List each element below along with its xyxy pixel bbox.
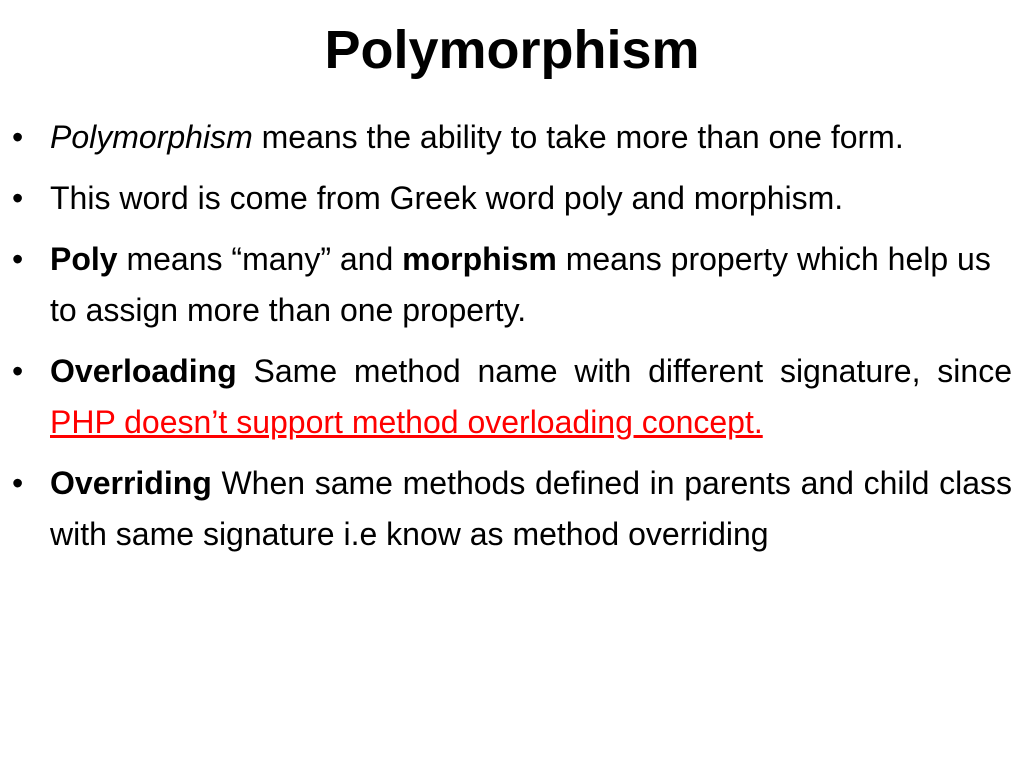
bullet-text: means the ability to take more than one form. [252, 119, 904, 155]
bullet-text: means “many” and [117, 241, 403, 277]
term-poly: Poly [50, 241, 118, 277]
bullet-dot-icon: • [12, 119, 24, 155]
bullet-dot-icon: • [12, 241, 24, 277]
bullet-text: Same method name with different signature, since [236, 353, 1012, 389]
bullet-text: This word is come from Greek word poly and morphism. [50, 180, 844, 216]
bullet-dot-icon: • [12, 180, 24, 216]
bullet-item-origin [0, 173, 1024, 224]
bullet-dot-icon: • [12, 465, 24, 501]
bullet-item-meaning [0, 234, 1024, 336]
term-overriding: Overriding [50, 465, 212, 501]
bullet-dot-icon: • [12, 353, 24, 389]
bullet-item-definition [0, 112, 1024, 163]
bullet-item-overriding [0, 458, 1024, 560]
bullet-item-overloading [0, 346, 1024, 448]
term-overloading: Overloading [50, 353, 237, 389]
php-overloading-note: PHP doesn’t support method overloading concept. [50, 404, 763, 440]
bullet-list [0, 112, 1024, 570]
bullet-text: means property which help us to assign more than one property. [50, 241, 991, 328]
term-morphism: morphism [402, 241, 557, 277]
bullet-text: When same methods defined in parents and child class with same signature i.e know as method overriding [50, 465, 1012, 552]
term-polymorphism: Polymorphism [50, 119, 253, 155]
slide-title: Polymorphism [324, 20, 700, 80]
